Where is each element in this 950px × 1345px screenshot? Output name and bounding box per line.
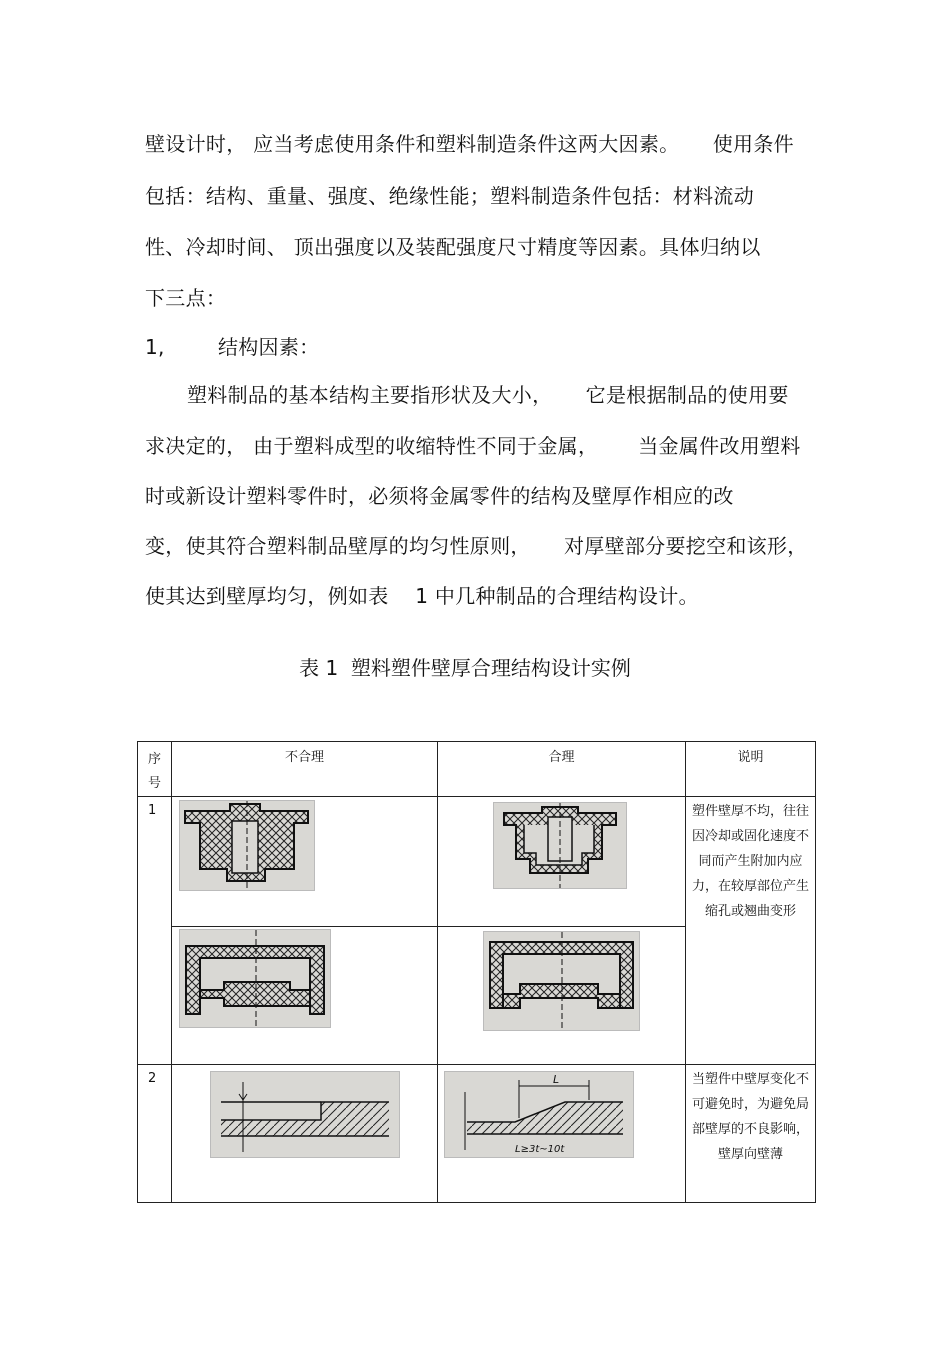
row-index: 1 [138, 797, 172, 1065]
table-row [138, 797, 816, 927]
header-index: 序号 [138, 742, 172, 797]
bad-design-cell [172, 1065, 438, 1203]
note-cell: 塑件壁厚不均，往往因冷却或固化速度不同而产生附加内应力，在较厚部位产生缩孔或翘曲变形 [686, 797, 816, 1065]
text-line: 变，使其符合塑料制品壁厚的均匀性原则， 对厚壁部分要挖空和该形， [145, 534, 808, 558]
design-table [137, 741, 816, 1203]
bad-design-drawing [211, 1072, 399, 1157]
header-note: 说明 [686, 742, 816, 797]
good-design-drawing [494, 803, 626, 888]
good-design-figure [444, 1071, 634, 1158]
text-line: 包括：结构、重量、强度、绝缘性能；塑料制造条件包括：材料流动 [145, 184, 754, 208]
good-design-figure [493, 802, 627, 889]
bad-design-figure [179, 800, 315, 891]
text-line: 求决定的， 由于塑料成型的收缩特性不同于金属， 当金属件改用塑料 [145, 434, 801, 458]
row-index: 2 [138, 1065, 172, 1203]
section-heading: 1, 结构因素： [145, 335, 320, 359]
bad-design-figure [179, 929, 331, 1028]
table-caption: 表 1 塑料塑件壁厚合理结构设计实例 [299, 656, 631, 680]
condition-label: L≥3t~10t [515, 1144, 565, 1155]
bad-design-drawing [180, 801, 314, 890]
text-line: 下三点： [145, 286, 227, 310]
text-line: 使其达到壁厚均匀，例如表 1 中几种制品的合理结构设计。 [145, 584, 699, 608]
table-row [138, 1065, 816, 1203]
bad-design-cell [172, 927, 438, 1065]
text-line: 性、冷却时间、 顶出强度以及装配强度尺寸精度等因素。具体归纳以 [145, 235, 761, 259]
good-design-cell [438, 797, 686, 927]
good-design-cell [438, 1065, 686, 1203]
header-good: 合理 [438, 742, 686, 797]
note-cell: 当塑件中壁厚变化不可避免时，为避免局部壁厚的不良影响，壁厚向壁薄 [686, 1065, 816, 1203]
header-bad: 不合理 [172, 742, 438, 797]
good-design-cell [438, 927, 686, 1065]
good-design-drawing [445, 1072, 633, 1157]
bad-design-figure [210, 1071, 400, 1158]
bad-design-cell [172, 797, 438, 927]
table-header-row [138, 742, 816, 797]
good-design-figure [483, 931, 640, 1031]
dimension-label: L [553, 1073, 560, 1086]
bad-design-drawing [180, 930, 330, 1027]
good-design-drawing [484, 932, 639, 1030]
text-line: 时或新设计塑料零件时，必须将金属零件的结构及壁厚作相应的改 [145, 484, 734, 508]
text-line: 塑料制品的基本结构主要指形状及大小， 它是根据制品的使用要 [187, 383, 789, 407]
text-line: 壁设计时， 应当考虑使用条件和塑料制造条件这两大因素。 使用条件 [145, 132, 794, 156]
